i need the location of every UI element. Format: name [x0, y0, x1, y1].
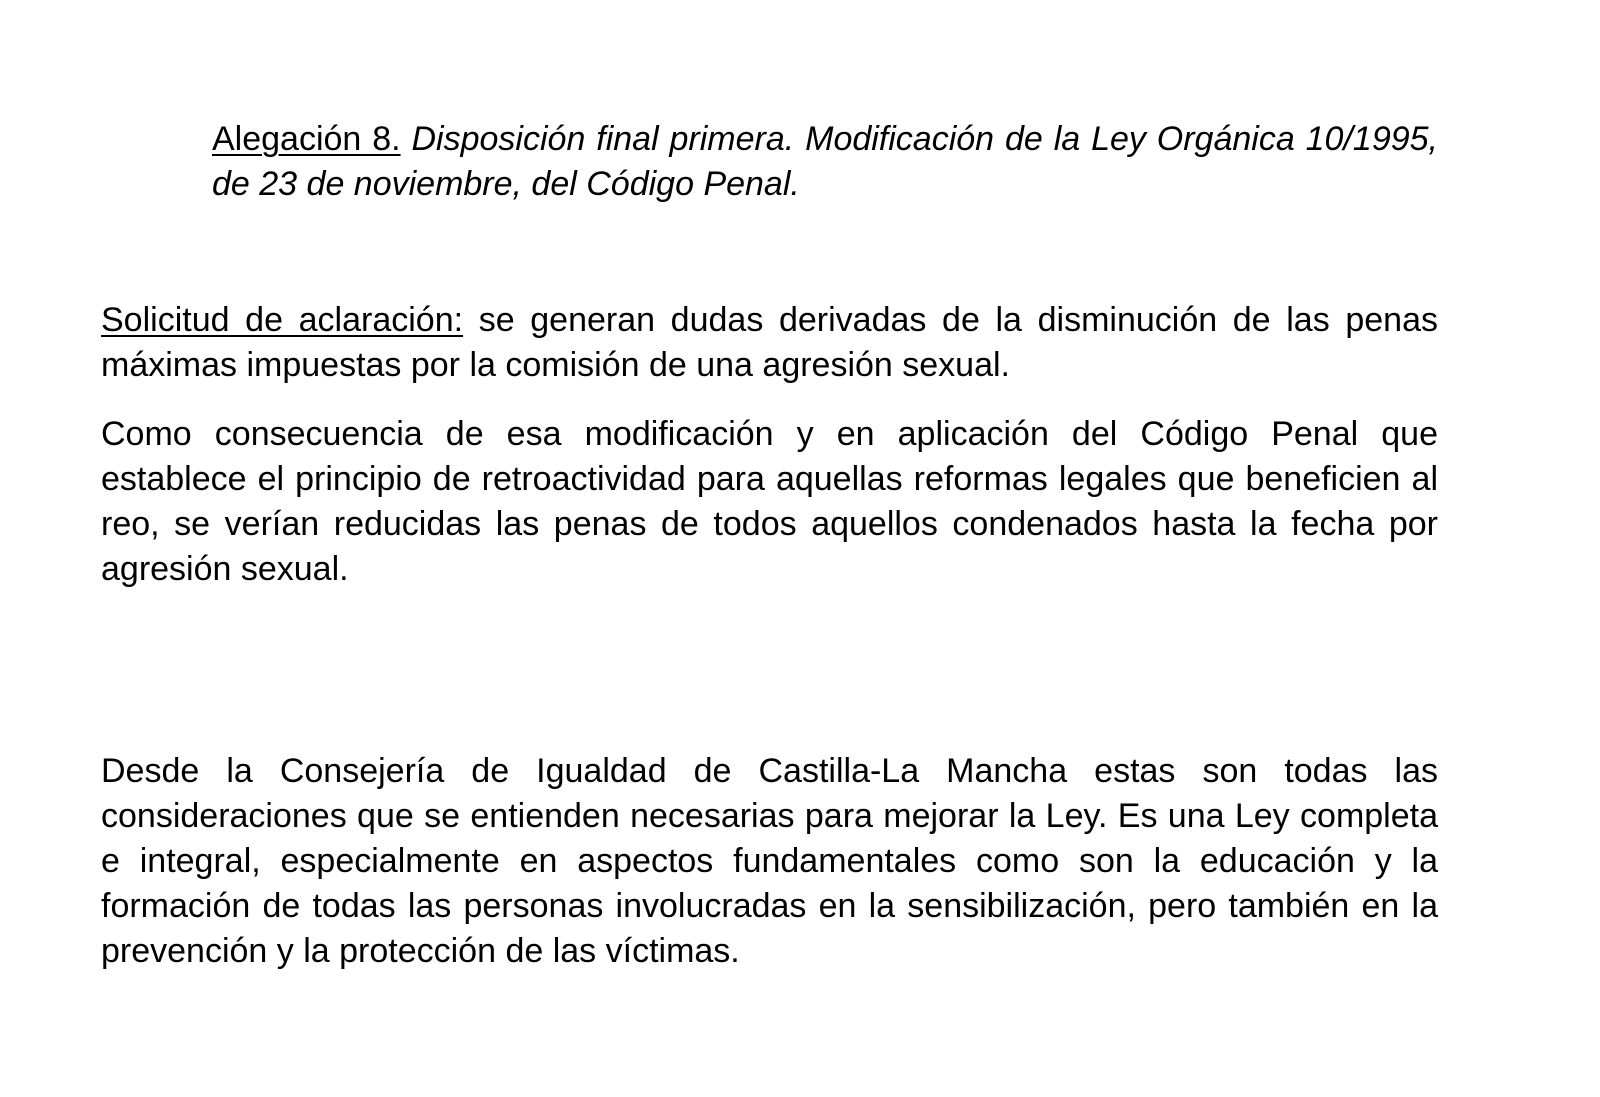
consequence-paragraph: Como consecuencia de esa modificación y en aplicación del Código Penal que establece el principio de retroactividad para aquellas reformas legales que beneficien al reo, se verían reducidas las penas de todos aquellos condenados hasta la fecha por agresión sexual. — [101, 415, 1438, 588]
clarification-label: Solicitud de aclaración: — [101, 301, 464, 339]
conclusion-paragraph: Desde la Consejería de Igualdad de Castilla-La Mancha estas son todas las consideraciones que se entienden necesarias para mejorar la Ley. Es una Ley completa e integral, especialmente en aspectos fundamentales como son la educación y la formación de todas las personas involucradas en la sensibilización, pero también en la prevención y la protección de las víctimas. — [101, 752, 1438, 970]
clarification-paragraph — [101, 298, 1438, 388]
allegation-title: Disposición final primera. Modificación de la Ley Orgánica 10/1995, de 23 de noviembre, del Código Penal. — [212, 120, 1438, 203]
clarification-text: se generan dudas derivadas de la disminución de las penas máximas impuestas por la comisión de una agresión sexual. — [101, 301, 1438, 384]
allegation-number: Alegación 8. — [212, 120, 401, 158]
allegation-heading — [212, 117, 1438, 207]
